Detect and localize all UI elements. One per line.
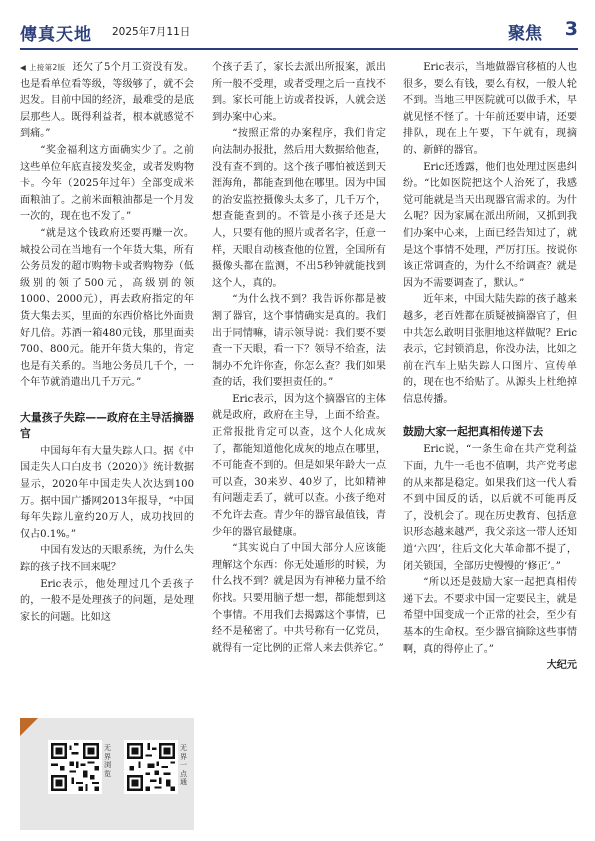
issue-date: 2025年7月11日 (112, 26, 191, 38)
paragraph: Eric还透露，他们也处理过医患纠纷。“比如医院把这个人治死了，我感觉可能就是当天出现器官需求的。为什么呢？因为家属在派出所闹，又抓到我们办案中心来，上面已经告知过了，就是这个事情不处理，严厉打压。按说你该正常调查的，为什么不给调查？就是因为不需要调查了，默认。” (403, 161, 577, 289)
qr-code-icon[interactable] (124, 740, 178, 794)
article-column-1 (20, 60, 194, 626)
paragraph: “就是这个钱政府还要再赚一次。城投公司在当地有一个年货大集，所有公务员发的超市购物卡或者购物券（低级别的领了500元，高级别的领1000、2000元），再去政府指定的年货大集去买，里面的东西价格比外面贵好几倍。苏酒一箱480元钱，那里面卖700、800元。能开年货大集的，肯定也是有关系的。当地公务员几千个，一个年节就消遣出几千万元。” (20, 227, 194, 389)
paragraph: 中国每年有大量失踪人口。据《中国走失人口白皮书（2020）》统计数据显示，2020年中国走失人次达到100万。据中国广播网2013年报导，“中国每年失踪儿童约20万人，成功找回的仅占0.1%。” (20, 445, 194, 540)
section-subhead: 大量孩子失踪——政府在主导活摘器官 (20, 410, 194, 440)
masthead-title: 傳真天地 (20, 25, 92, 45)
qr-code-icon[interactable] (48, 740, 102, 794)
qr-caption: 无界一点通 (180, 744, 187, 786)
section-subhead: 鼓励大家一起把真相传递下去 (403, 425, 544, 439)
paragraph: “其实说白了中国大部分人应该能理解这个东西：你无处遁形的时候，为什么找不到？就是因为有神秘力量不给你找。只要用脑子想一想，都能想到这个事情。不用我们去揭露这个事情，已经不是秘密了。中共号称有一亿党员，就得有一定比例的正常人来去供养它。” (212, 543, 386, 654)
paragraph: 中国有发达的天眼系统，为什么失踪的孩子找不回来呢？ (20, 545, 194, 574)
continued-from-label: ◀ 上接第2版 (20, 63, 66, 72)
article-column-2 (212, 60, 386, 657)
section-name (508, 19, 560, 44)
paragraph: “为什么找不到？我告诉你都是被割了器官，这个事情确实是真的。我们出于同情嘛，请示领导说：我们要不要查一下天眼，看一下？领导不给查，法制办不允许你查，你怎么查？我们如果查的话，我们要担责任的。” (212, 294, 386, 389)
paragraph: 个孩子丢了，家长去派出所报案，派出所一般不受理，或者受理之后一直找不到。家长可能上访或者投诉，人就会送到办案中心来。 (212, 62, 386, 123)
qr-caption: 无界浏览 (104, 744, 111, 778)
paragraph: 近年来，中国大陆失踪的孩子越来越多，老百姓都在质疑被摘器官了，但中共怎么敢明目张胆地这样做呢？Eric表示，它封锁消息，你没办法，比如之前在汽车上贴失踪人口图片、宣传单的，现在也不给贴了。从源头上杜绝掉信息传播。 (403, 294, 577, 405)
header-divider (20, 48, 578, 50)
paragraph: “所以还是鼓励大家一起把真相传递下去。不要求中国一定要民主，就是希望中国变成一个正常的社会，至少有基本的生命权。至少器官摘除这些事情啊，真的得停止了。” (403, 577, 577, 655)
paragraph: Eric表示，当地做器官移植的人也很多，要么有钱，要么有权，一般人轮不到。当地三甲医院就可以做手术，早就见怪不怪了。十年前还要申请，还要排队，现在上午要，下午就有，现摘的、新鲜的器官。 (403, 62, 577, 156)
qr-promo-box (20, 718, 194, 830)
paragraph: Eric表示，因为这个摘器官的主体就是政府，政府在主导，上面不给查。正常报批肯定可以查，这个人化成灰了，都能知道他化成灰的地点在哪里，不可能查不到的。但是如果年龄大一点可以查，30来岁、40岁了，比如精神有问题走丢了，就可以查。小孩子绝对不允许去查。青少年的器官最值钱，青少年的器官最健康。 (212, 393, 386, 538)
page-header (20, 18, 578, 48)
paragraph: Eric表示，他处理过几个丢孩子的，一般不是处理孩子的问题，是处理家长的问题。比如这 (20, 578, 194, 623)
corner-accent (20, 718, 38, 736)
paragraph: “按照正常的办案程序，我们肯定向法制办报批，然后用大数据给他查，没有查不到的。这个孩子哪怕被送到天涯海角，都能查到他在哪里。因为中国的治安监控摄像头太多了，几千万个，想查能查到的。不管是小孩子还是大人，只要有他的照片或者名字，任意一样，天眼自动核查他的位置，全国所有摄像头都在监测，不出5秒钟就能找到这个人，真的。 (212, 128, 386, 289)
article-column-3 (403, 60, 577, 675)
paragraph: 还欠了5个月工资没有发。也是看单位看等级，等级够了，就不会迟发。目前中国的经济，最难受的是底层那些人。既得利益者，根本就感觉不到痛。” (20, 62, 194, 140)
paragraph: “奖金福利这方面确实少了。之前这些单位年底直接发奖金，或者发购物卡。今年（2025年过年）全部变成米面粮油了。之前米面粮油都是一个月发一次的，现在也不发了。” (20, 144, 194, 223)
paragraph: Eric说，“一条生命在共产党利益下面，九牛一毛也不值啊，共产党考虑的从来都是稳定。如果我们这一代人看不到中国反的话，以后就不可能再反了，没机会了。现在历史教育、包括意识形态越来越严，我父亲这一带人还知道‘六四’，往后文化大革命都不提了，闭关锁国，全部历史慢慢的‘修正’。” (403, 444, 577, 572)
author-credit: 大纪元 (546, 660, 577, 672)
section-label: 聚焦 (508, 24, 542, 44)
page-number: 3 (564, 18, 578, 40)
